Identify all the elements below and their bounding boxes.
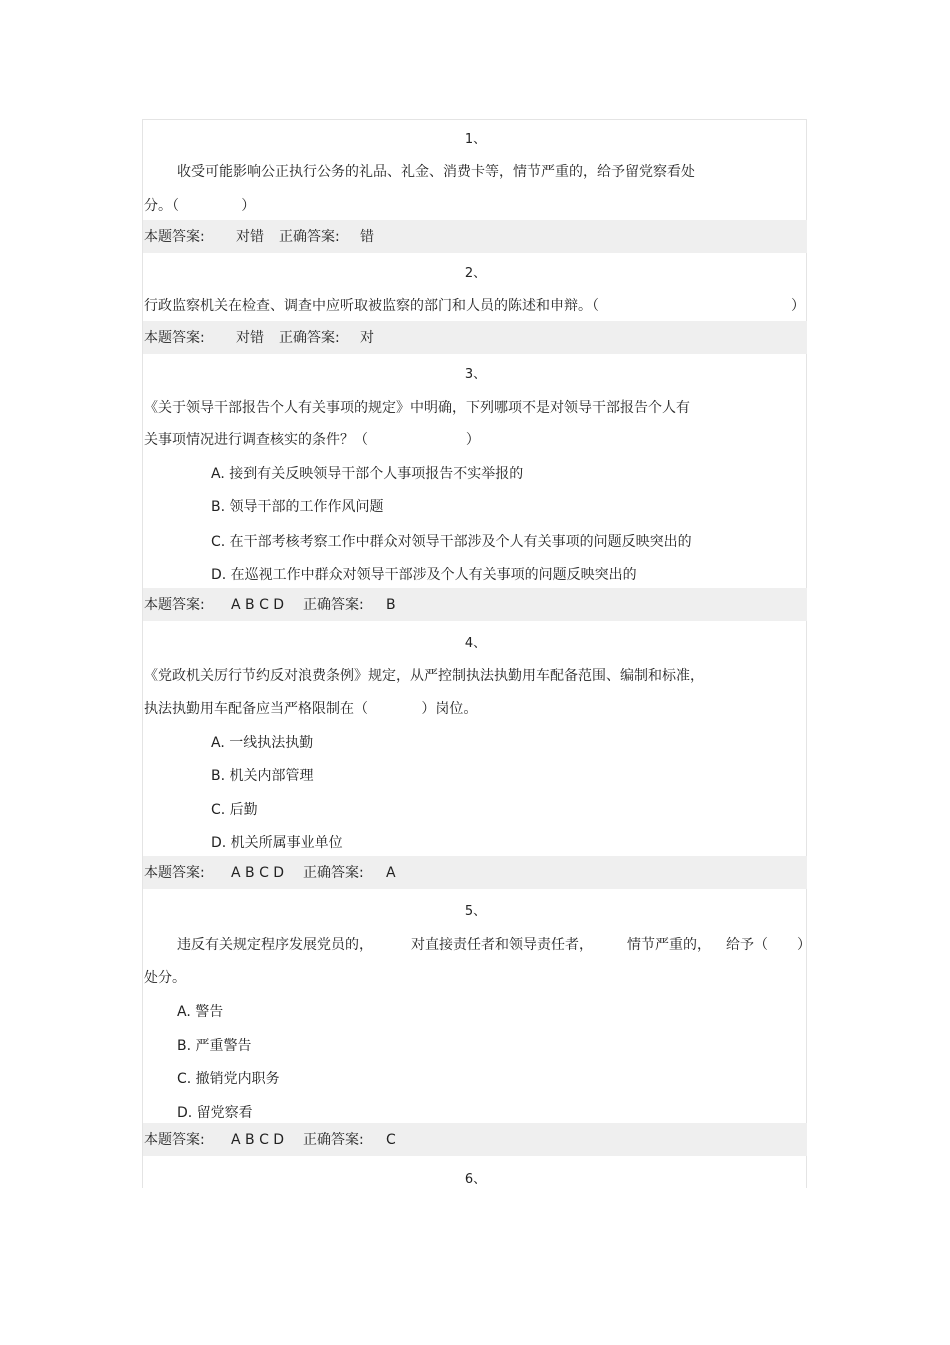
question-3-answer-bar: [143, 588, 807, 621]
your-answer-label: 本题答案:: [144, 1132, 205, 1148]
your-answer-value[interactable]: 对错: [236, 330, 264, 346]
your-answer-label: 本题答案:: [144, 330, 205, 346]
question-4-answer-bar: [143, 856, 807, 889]
correct-answer-label: 正确答案:: [303, 1132, 364, 1148]
correct-answer-value: 对: [360, 330, 374, 346]
question-4-text-cont: 执法执勤用车配备应当严格限制在（ ）岗位。: [144, 701, 478, 717]
correct-answer-label: 正确答案:: [303, 597, 364, 613]
question-5-option-b[interactable]: B. 严重警告: [177, 1038, 252, 1054]
question-2-number: 2、: [464, 266, 487, 281]
question-1-answer-bar: [143, 220, 807, 253]
correct-answer-label: 正确答案:: [303, 865, 364, 881]
question-6-number: 6、: [464, 1172, 487, 1187]
question-1-text: 收受可能影响公正执行公务的礼品、礼金、消费卡等，情节严重的，给予留党察看处: [177, 164, 695, 180]
question-5-text-cont: 处分。: [144, 970, 186, 986]
your-answer-label: 本题答案:: [144, 865, 205, 881]
your-answer-value[interactable]: A B C D: [231, 1132, 285, 1148]
question-3-option-c[interactable]: C. 在干部考核考察工作中群众对领导干部涉及个人有关事项的问题反映突出的: [211, 534, 692, 550]
question-4-option-c[interactable]: C. 后勤: [211, 802, 258, 818]
question-3-text: 《关于领导干部报告个人有关事项的规定》中明确，下列哪项不是对领导干部报告个人有: [144, 400, 690, 416]
question-2-close-paren: ）: [791, 298, 805, 314]
question-3-number: 3、: [464, 367, 487, 382]
question-1-text-cont: 分。（ ）: [144, 198, 256, 214]
question-5-number: 5、: [464, 904, 487, 919]
question-3-option-a[interactable]: A. 接到有关反映领导干部个人事项报告不实举报的: [211, 466, 524, 482]
question-1-number: 1、: [464, 132, 487, 147]
question-5-text-part3: 情节严重的，: [627, 937, 711, 953]
question-4-option-b[interactable]: B. 机关内部管理: [211, 768, 314, 784]
question-5-text-part1: 违反有关规定程序发展党员的，: [177, 937, 373, 953]
correct-answer-value: B: [386, 597, 396, 613]
your-answer-value[interactable]: A B C D: [231, 865, 285, 881]
question-2-answer-bar: [143, 321, 807, 354]
correct-answer-value: A: [386, 865, 396, 881]
question-5-text-part4: 给予（: [726, 937, 768, 953]
question-4-text: 《党政机关厉行节约反对浪费条例》规定，从严控制执法执勤用车配备范围、编制和标准，: [144, 668, 704, 684]
question-5-close-paren: ）: [797, 937, 811, 953]
correct-answer-label: 正确答案:: [279, 330, 340, 346]
correct-answer-label: 正确答案:: [279, 229, 340, 245]
question-3-option-d[interactable]: D. 在巡视工作中群众对领导干部涉及个人有关事项的问题反映突出的: [211, 567, 637, 583]
correct-answer-value: 错: [360, 229, 374, 245]
your-answer-value[interactable]: A B C D: [231, 597, 285, 613]
question-5-option-a[interactable]: A. 警告: [177, 1004, 224, 1020]
question-3-text-cont: 关事项情况进行调查核实的条件？（ ）: [144, 432, 480, 448]
question-5-option-d[interactable]: D. 留党察看: [177, 1105, 253, 1121]
question-5-text-part2: 对直接责任者和领导责任者，: [411, 937, 593, 953]
question-4-number: 4、: [464, 636, 487, 651]
your-answer-value[interactable]: 对错: [236, 229, 264, 245]
your-answer-label: 本题答案:: [144, 229, 205, 245]
question-2-text: 行政监察机关在检查、调查中应听取被监察的部门和人员的陈述和申辩。（: [144, 298, 599, 314]
correct-answer-value: C: [386, 1132, 396, 1148]
question-4-option-a[interactable]: A. 一线执法执勤: [211, 735, 314, 751]
question-3-option-b[interactable]: B. 领导干部的工作作风问题: [211, 499, 384, 515]
question-5-answer-bar: [143, 1123, 807, 1156]
question-4-option-d[interactable]: D. 机关所属事业单位: [211, 835, 343, 851]
your-answer-label: 本题答案:: [144, 597, 205, 613]
question-5-option-c[interactable]: C. 撤销党内职务: [177, 1071, 280, 1087]
